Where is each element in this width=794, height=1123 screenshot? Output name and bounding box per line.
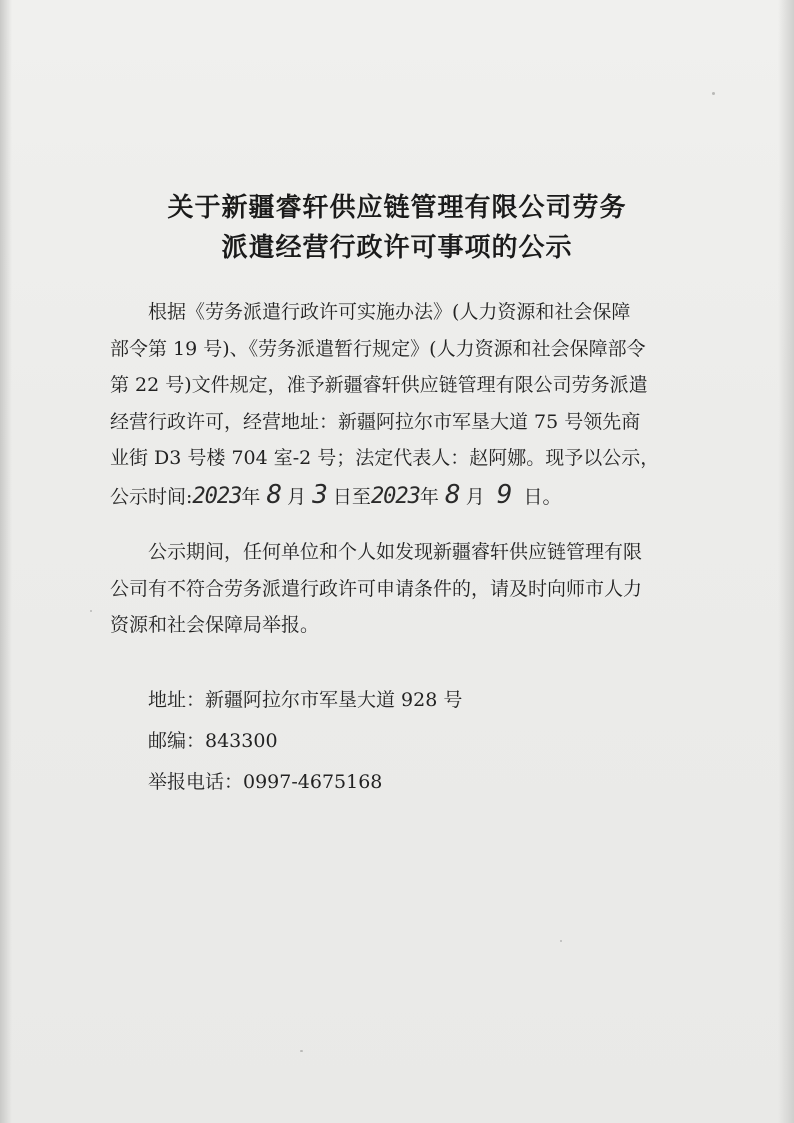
year-label: 年 <box>419 485 439 508</box>
publicity-period-line <box>110 477 710 514</box>
month-label: 月 <box>287 485 307 508</box>
paragraph-line: 部令第 19 号)、《劳务派遣暂行规定》(人力资源和社会保障部令 <box>110 337 646 360</box>
handwritten-start-year: 2023 <box>192 483 242 509</box>
handwritten-end-year: 2023 <box>370 483 420 509</box>
handwritten-start-day: 3 <box>312 479 327 510</box>
paragraph-line: 根据《劳务派遣行政许可实施办法》(人力资源和社会保障 <box>148 301 631 323</box>
paragraph-announcement <box>110 294 710 513</box>
paragraph-line: 第 22 号)文件规定，准予新疆睿轩供应链管理有限公司劳务派遣 <box>110 374 648 396</box>
day-to-label: 日至 <box>332 485 371 508</box>
publicity-time-label: 公示时间: <box>110 485 193 508</box>
contact-phone: 举报电话：0997-4675168 <box>148 771 383 793</box>
month-label: 月 <box>465 485 485 508</box>
scan-edge-right <box>778 0 794 1123</box>
scan-speck <box>300 1050 303 1052</box>
handwritten-end-day: 9 <box>496 479 512 510</box>
scan-speck <box>90 610 92 612</box>
scan-speck <box>712 92 715 95</box>
paragraph-report-notice <box>110 534 710 644</box>
paragraph-line: 资源和社会保障局举报。 <box>110 614 320 636</box>
contact-address: 地址：新疆阿拉尔市军垦大道 928 号 <box>148 689 463 711</box>
document-title-line1: 关于新疆睿轩供应链管理有限公司劳务 <box>167 193 627 223</box>
day-end-label: 日。 <box>523 485 562 508</box>
document-title-line2: 派遣经营行政许可事项的公示 <box>221 233 573 263</box>
paragraph-line: 业街 D3 号楼 704 室-2 号；法定代表人：赵阿娜。现予以公示， <box>110 447 660 469</box>
contact-postcode: 邮编：843300 <box>148 730 278 752</box>
handwritten-start-month: 8 <box>266 479 282 510</box>
paragraph-line: 公示期间，任何单位和个人如发现新疆睿轩供应链管理有限 <box>148 541 643 563</box>
handwritten-end-month: 8 <box>444 479 460 510</box>
scan-edge-left <box>0 0 12 1123</box>
scan-speck <box>560 940 562 942</box>
paragraph-line: 经营行政许可，经营地址：新疆阿拉尔市军垦大道 75 号领先商 <box>110 410 641 433</box>
contact-block <box>148 680 462 803</box>
paragraph-line: 公司有不符合劳务派遣行政许可申请条件的，请及时向师市人力 <box>110 577 643 600</box>
year-label: 年 <box>241 485 261 508</box>
